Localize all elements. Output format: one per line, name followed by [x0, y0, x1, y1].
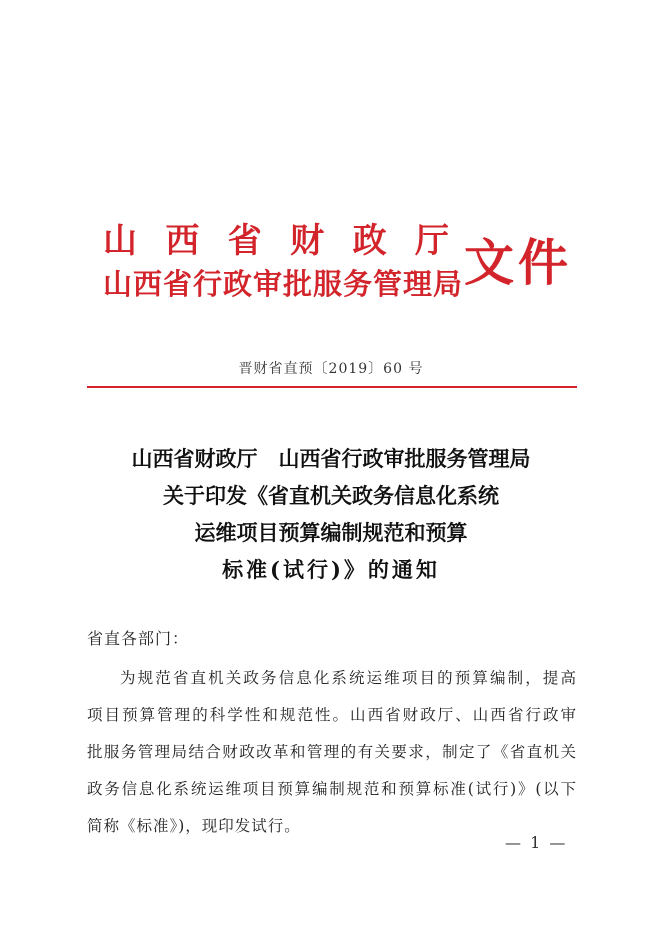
body-line: 批服务管理局结合财政改革和管理的有关要求，制定了《省直机关: [87, 743, 577, 761]
issuer-char: 西: [165, 221, 200, 261]
header-divider: [87, 386, 577, 388]
body-line: 项目预算管理的科学性和规范性。山西省财政厅、山西省行政审: [87, 706, 577, 724]
document-number: 晋财省直预〔2019〕60 号: [238, 361, 424, 377]
title-line: 山西省财政厅 山西省行政审批服务管理局: [131, 446, 531, 471]
issuer-block: [103, 221, 464, 301]
issuer-char: 厅: [414, 221, 449, 261]
issuer-char: 政: [352, 221, 387, 261]
issuer-name-secondary: 山西省行政审批服务管理局: [103, 267, 464, 301]
body-paragraph: [87, 660, 577, 845]
body-line: 简称《标准》)，现印发试行。: [87, 817, 301, 835]
document-type-label: 文件: [464, 233, 572, 292]
salutation: 省直各部门：: [87, 629, 190, 648]
issuer-char: 财: [290, 221, 325, 261]
issuer-char: 省: [227, 221, 262, 261]
title-line: 标准(试行)》的通知: [222, 557, 440, 582]
page-number: — 1 —: [505, 833, 568, 852]
title-line: 运维项目预算编制规范和预算: [194, 520, 468, 545]
issuer-name-primary: [103, 221, 449, 262]
title-line: 关于印发《省直机关政务信息化系统: [163, 483, 499, 508]
document-title: [0, 440, 662, 588]
issuer-char: 山: [103, 221, 137, 261]
body-line: 为规范省直机关政务信息化系统运维项目的预算编制，提高: [120, 669, 577, 687]
body-line: 政务信息化系统运维项目预算编制规范和预算标准(试行)》(以下: [87, 780, 577, 798]
